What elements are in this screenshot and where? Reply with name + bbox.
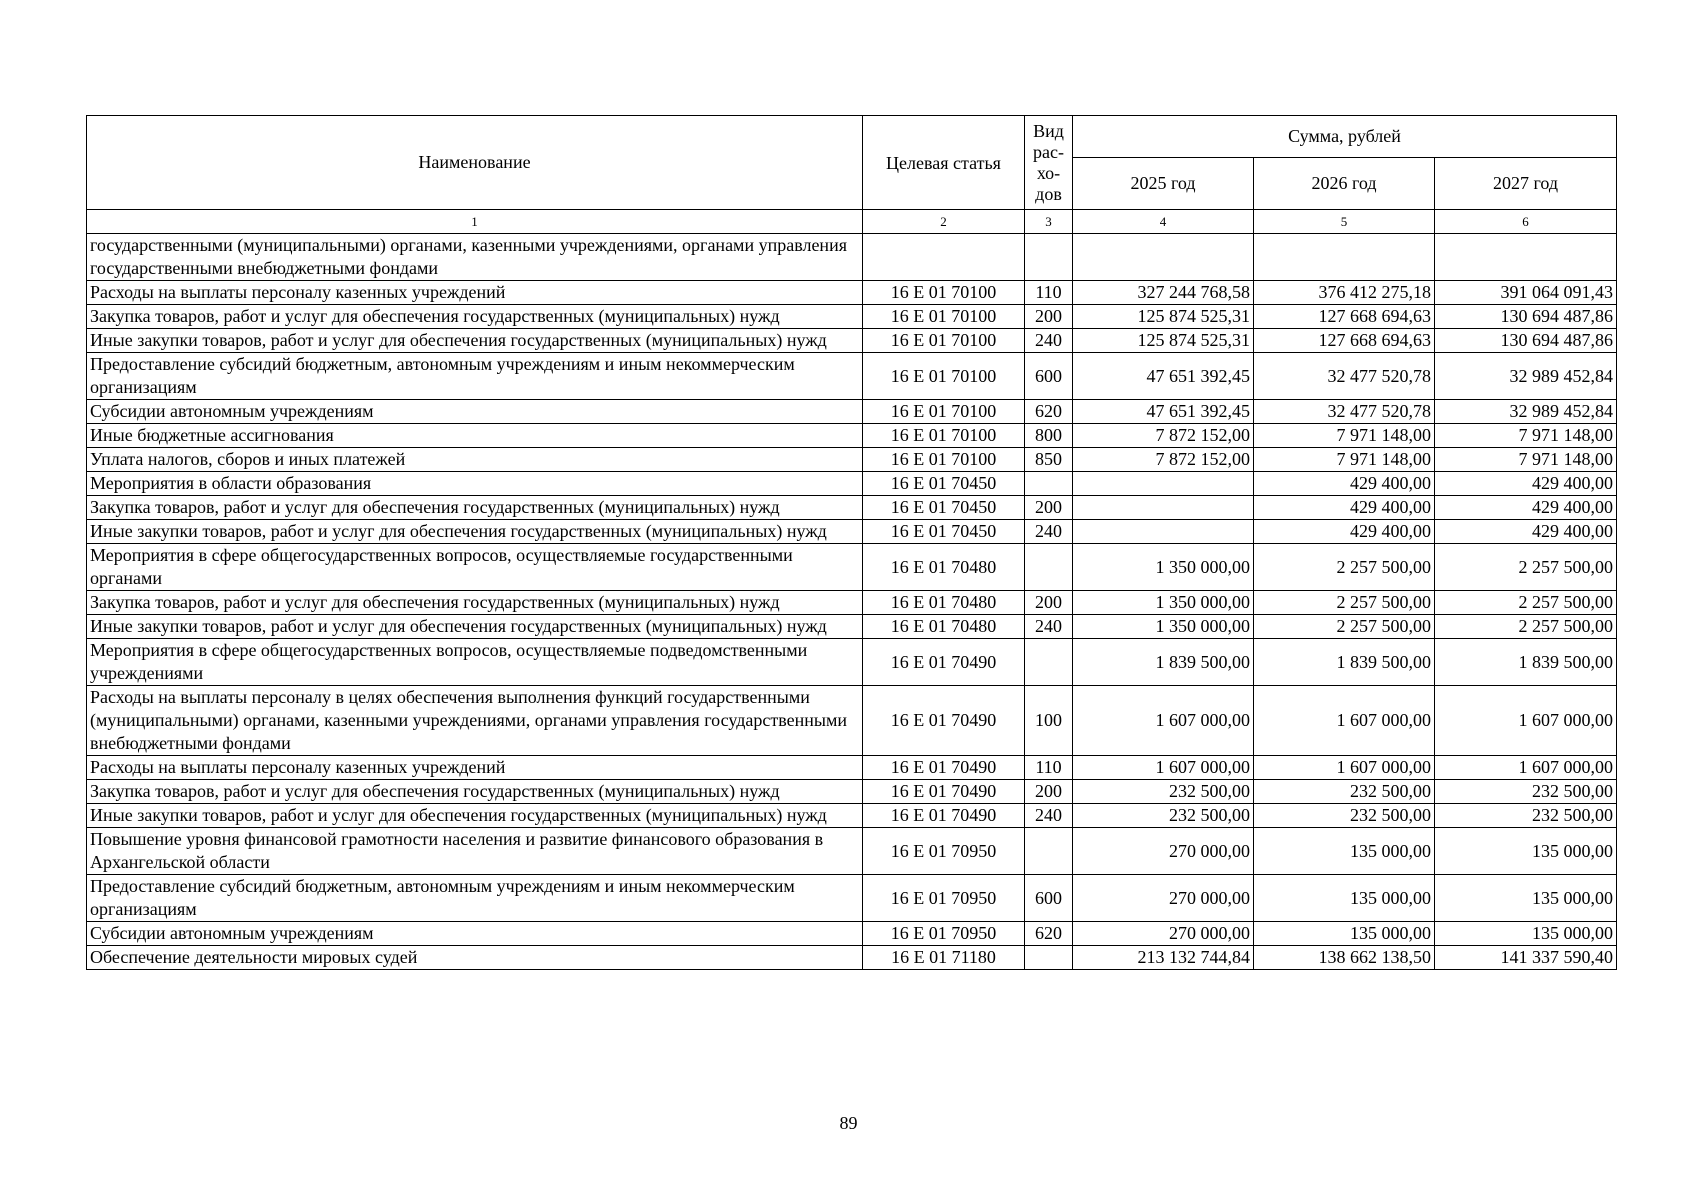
cell-target-article: 16 Е 01 70450 — [863, 496, 1025, 520]
cell-sum-2025: 1 839 500,00 — [1073, 639, 1254, 686]
cell-sum-2026: 32 477 520,78 — [1254, 353, 1435, 400]
cell-sum-2025: 270 000,00 — [1073, 875, 1254, 922]
cell-sum-2026: 376 412 275,18 — [1254, 281, 1435, 305]
header-year-2027: 2027 год — [1435, 158, 1617, 210]
cell-sum-2027: 32 989 452,84 — [1435, 400, 1617, 424]
cell-sum-2027 — [1435, 234, 1617, 281]
cell-expense-kind — [1025, 472, 1073, 496]
cell-target-article: 16 Е 01 70490 — [863, 686, 1025, 756]
cell-sum-2026: 7 971 148,00 — [1254, 424, 1435, 448]
table-row — [87, 875, 1617, 922]
cell-sum-2027: 391 064 091,43 — [1435, 281, 1617, 305]
cell-sum-2027: 1 607 000,00 — [1435, 756, 1617, 780]
cell-target-article: 16 Е 01 70950 — [863, 922, 1025, 946]
cell-sum-2025: 7 872 152,00 — [1073, 424, 1254, 448]
cell-target-article — [863, 234, 1025, 281]
table-row — [87, 234, 1617, 281]
cell-sum-2026: 2 257 500,00 — [1254, 591, 1435, 615]
cell-expense-kind: 200 — [1025, 780, 1073, 804]
table-body — [87, 234, 1617, 970]
cell-name: Предоставление субсидий бюджетным, автономным учреждениям и иным некоммерческим организациям — [87, 875, 863, 922]
header-expense-kind — [1025, 116, 1073, 210]
cell-sum-2027: 32 989 452,84 — [1435, 353, 1617, 400]
cell-target-article: 16 Е 01 70100 — [863, 424, 1025, 448]
cell-sum-2027: 429 400,00 — [1435, 520, 1617, 544]
budget-table — [86, 115, 1617, 970]
cell-sum-2027: 232 500,00 — [1435, 804, 1617, 828]
cell-sum-2027: 7 971 148,00 — [1435, 448, 1617, 472]
cell-name: Иные бюджетные ассигнования — [87, 424, 863, 448]
column-index: 1 — [87, 210, 863, 234]
cell-target-article: 16 Е 01 71180 — [863, 946, 1025, 970]
table-row — [87, 946, 1617, 970]
column-index-row — [87, 210, 1617, 234]
cell-sum-2026: 7 971 148,00 — [1254, 448, 1435, 472]
cell-sum-2025: 7 872 152,00 — [1073, 448, 1254, 472]
cell-name: Мероприятия в сфере общегосударственных вопросов, осуществляемые подведомственными учреждениями — [87, 639, 863, 686]
cell-name: Субсидии автономным учреждениям — [87, 922, 863, 946]
cell-expense-kind: 800 — [1025, 424, 1073, 448]
cell-sum-2025: 1 350 000,00 — [1073, 544, 1254, 591]
column-index: 2 — [863, 210, 1025, 234]
table-row — [87, 828, 1617, 875]
cell-name: Мероприятия в области образования — [87, 472, 863, 496]
cell-expense-kind: 240 — [1025, 520, 1073, 544]
cell-expense-kind — [1025, 234, 1073, 281]
cell-expense-kind: 240 — [1025, 615, 1073, 639]
cell-sum-2025: 270 000,00 — [1073, 922, 1254, 946]
cell-expense-kind — [1025, 639, 1073, 686]
cell-expense-kind: 600 — [1025, 875, 1073, 922]
cell-name: Уплата налогов, сборов и иных платежей — [87, 448, 863, 472]
cell-sum-2026: 32 477 520,78 — [1254, 400, 1435, 424]
cell-target-article: 16 Е 01 70950 — [863, 875, 1025, 922]
cell-sum-2026: 127 668 694,63 — [1254, 329, 1435, 353]
cell-sum-2027: 7 971 148,00 — [1435, 424, 1617, 448]
column-index: 5 — [1254, 210, 1435, 234]
cell-sum-2025: 213 132 744,84 — [1073, 946, 1254, 970]
cell-target-article: 16 Е 01 70950 — [863, 828, 1025, 875]
cell-target-article: 16 Е 01 70100 — [863, 353, 1025, 400]
table-row — [87, 472, 1617, 496]
cell-sum-2027: 429 400,00 — [1435, 496, 1617, 520]
cell-sum-2026: 232 500,00 — [1254, 804, 1435, 828]
cell-target-article: 16 Е 01 70490 — [863, 804, 1025, 828]
table-row — [87, 305, 1617, 329]
cell-expense-kind: 620 — [1025, 922, 1073, 946]
cell-expense-kind: 100 — [1025, 686, 1073, 756]
table-row — [87, 424, 1617, 448]
header-year-2025: 2025 год — [1073, 158, 1254, 210]
table-header — [87, 116, 1617, 234]
cell-name: Повышение уровня финансовой грамотности населения и развитие финансового образования в Архангельской области — [87, 828, 863, 875]
table-row — [87, 400, 1617, 424]
table-row — [87, 922, 1617, 946]
table-row — [87, 448, 1617, 472]
cell-sum-2025: 232 500,00 — [1073, 780, 1254, 804]
cell-expense-kind — [1025, 828, 1073, 875]
cell-sum-2027: 1 607 000,00 — [1435, 686, 1617, 756]
cell-sum-2027: 141 337 590,40 — [1435, 946, 1617, 970]
header-kind-line-2: рас- — [1033, 141, 1064, 162]
cell-sum-2026 — [1254, 234, 1435, 281]
cell-expense-kind: 110 — [1025, 281, 1073, 305]
header-sum: Сумма, рублей — [1073, 116, 1617, 158]
cell-sum-2025: 270 000,00 — [1073, 828, 1254, 875]
cell-sum-2025 — [1073, 472, 1254, 496]
column-index: 3 — [1025, 210, 1073, 234]
cell-sum-2026: 1 839 500,00 — [1254, 639, 1435, 686]
header-year-2026: 2026 год — [1254, 158, 1435, 210]
cell-sum-2027: 429 400,00 — [1435, 472, 1617, 496]
cell-name: Закупка товаров, работ и услуг для обеспечения государственных (муниципальных) нужд — [87, 496, 863, 520]
cell-sum-2026: 429 400,00 — [1254, 496, 1435, 520]
cell-sum-2026: 429 400,00 — [1254, 520, 1435, 544]
cell-name: Расходы на выплаты персоналу в целях обеспечения выполнения функций государственными (муниципальными) органами, казенными учреждениями, органами управления государственными внебюджетными фондами — [87, 686, 863, 756]
cell-expense-kind — [1025, 946, 1073, 970]
cell-name: Иные закупки товаров, работ и услуг для обеспечения государственных (муниципальных) нужд — [87, 804, 863, 828]
cell-expense-kind: 110 — [1025, 756, 1073, 780]
cell-sum-2027: 2 257 500,00 — [1435, 544, 1617, 591]
cell-sum-2025: 125 874 525,31 — [1073, 329, 1254, 353]
cell-sum-2025: 1 607 000,00 — [1073, 686, 1254, 756]
table-row — [87, 591, 1617, 615]
cell-name: Расходы на выплаты персоналу казенных учреждений — [87, 756, 863, 780]
cell-sum-2027: 135 000,00 — [1435, 922, 1617, 946]
cell-name: Предоставление субсидий бюджетным, автономным учреждениям и иным некоммерческим организациям — [87, 353, 863, 400]
cell-sum-2027: 130 694 487,86 — [1435, 329, 1617, 353]
cell-target-article: 16 Е 01 70100 — [863, 281, 1025, 305]
table-row — [87, 756, 1617, 780]
cell-expense-kind — [1025, 544, 1073, 591]
table-row — [87, 353, 1617, 400]
cell-sum-2025: 327 244 768,58 — [1073, 281, 1254, 305]
table-row — [87, 329, 1617, 353]
cell-sum-2025 — [1073, 520, 1254, 544]
cell-name: Иные закупки товаров, работ и услуг для обеспечения государственных (муниципальных) нужд — [87, 329, 863, 353]
cell-name: Субсидии автономным учреждениям — [87, 400, 863, 424]
cell-target-article: 16 Е 01 70480 — [863, 544, 1025, 591]
cell-sum-2025: 47 651 392,45 — [1073, 353, 1254, 400]
cell-expense-kind: 240 — [1025, 804, 1073, 828]
header-kind-line-3: хо- — [1036, 162, 1061, 183]
cell-name: Расходы на выплаты персоналу казенных учреждений — [87, 281, 863, 305]
cell-sum-2025: 232 500,00 — [1073, 804, 1254, 828]
cell-sum-2025: 1 607 000,00 — [1073, 756, 1254, 780]
cell-sum-2027: 130 694 487,86 — [1435, 305, 1617, 329]
cell-name: Мероприятия в сфере общегосударственных вопросов, осуществляемые государственными органами — [87, 544, 863, 591]
cell-sum-2027: 1 839 500,00 — [1435, 639, 1617, 686]
header-kind-line-4: дов — [1035, 183, 1062, 204]
cell-sum-2027: 2 257 500,00 — [1435, 591, 1617, 615]
cell-target-article: 16 Е 01 70490 — [863, 756, 1025, 780]
cell-target-article: 16 Е 01 70100 — [863, 305, 1025, 329]
table-row — [87, 520, 1617, 544]
table-row — [87, 496, 1617, 520]
cell-name: Закупка товаров, работ и услуг для обеспечения государственных (муниципальных) нужд — [87, 591, 863, 615]
cell-sum-2026: 2 257 500,00 — [1254, 544, 1435, 591]
column-index: 6 — [1435, 210, 1617, 234]
cell-target-article: 16 Е 01 70480 — [863, 615, 1025, 639]
cell-target-article: 16 Е 01 70490 — [863, 780, 1025, 804]
cell-target-article: 16 Е 01 70480 — [863, 591, 1025, 615]
cell-expense-kind: 600 — [1025, 353, 1073, 400]
cell-target-article: 16 Е 01 70100 — [863, 400, 1025, 424]
cell-sum-2027: 135 000,00 — [1435, 875, 1617, 922]
cell-expense-kind: 200 — [1025, 305, 1073, 329]
cell-sum-2025: 125 874 525,31 — [1073, 305, 1254, 329]
table-row — [87, 281, 1617, 305]
cell-sum-2026: 127 668 694,63 — [1254, 305, 1435, 329]
header-target-article: Целевая статья — [863, 116, 1025, 210]
cell-sum-2026: 135 000,00 — [1254, 828, 1435, 875]
cell-name: государственными (муниципальными) органами, казенными учреждениями, органами управления государственными внебюджетными фондами — [87, 234, 863, 281]
cell-expense-kind: 200 — [1025, 591, 1073, 615]
table-row — [87, 780, 1617, 804]
table-row — [87, 686, 1617, 756]
cell-expense-kind: 620 — [1025, 400, 1073, 424]
cell-sum-2025 — [1073, 234, 1254, 281]
cell-name: Закупка товаров, работ и услуг для обеспечения государственных (муниципальных) нужд — [87, 780, 863, 804]
table-row — [87, 639, 1617, 686]
cell-target-article: 16 Е 01 70450 — [863, 520, 1025, 544]
cell-name: Закупка товаров, работ и услуг для обеспечения государственных (муниципальных) нужд — [87, 305, 863, 329]
page-number: 89 — [839, 1113, 858, 1133]
cell-target-article: 16 Е 01 70450 — [863, 472, 1025, 496]
cell-name: Иные закупки товаров, работ и услуг для обеспечения государственных (муниципальных) нужд — [87, 520, 863, 544]
cell-sum-2027: 2 257 500,00 — [1435, 615, 1617, 639]
cell-target-article: 16 Е 01 70100 — [863, 329, 1025, 353]
table-row — [87, 615, 1617, 639]
cell-target-article: 16 Е 01 70490 — [863, 639, 1025, 686]
cell-sum-2026: 135 000,00 — [1254, 875, 1435, 922]
table-row — [87, 804, 1617, 828]
cell-sum-2026: 138 662 138,50 — [1254, 946, 1435, 970]
cell-sum-2026: 1 607 000,00 — [1254, 686, 1435, 756]
cell-sum-2025 — [1073, 496, 1254, 520]
cell-sum-2025: 1 350 000,00 — [1073, 615, 1254, 639]
header-name: Наименование — [87, 116, 863, 210]
cell-name: Иные закупки товаров, работ и услуг для обеспечения государственных (муниципальных) нужд — [87, 615, 863, 639]
cell-sum-2026: 135 000,00 — [1254, 922, 1435, 946]
cell-sum-2027: 232 500,00 — [1435, 780, 1617, 804]
cell-sum-2026: 2 257 500,00 — [1254, 615, 1435, 639]
cell-sum-2025: 47 651 392,45 — [1073, 400, 1254, 424]
column-index: 4 — [1073, 210, 1254, 234]
cell-sum-2027: 135 000,00 — [1435, 828, 1617, 875]
cell-sum-2026: 232 500,00 — [1254, 780, 1435, 804]
cell-sum-2026: 429 400,00 — [1254, 472, 1435, 496]
cell-expense-kind: 850 — [1025, 448, 1073, 472]
header-kind-line-1: Вид — [1033, 120, 1064, 141]
cell-sum-2026: 1 607 000,00 — [1254, 756, 1435, 780]
cell-sum-2025: 1 350 000,00 — [1073, 591, 1254, 615]
cell-name: Обеспечение деятельности мировых судей — [87, 946, 863, 970]
cell-target-article: 16 Е 01 70100 — [863, 448, 1025, 472]
cell-expense-kind: 240 — [1025, 329, 1073, 353]
cell-expense-kind: 200 — [1025, 496, 1073, 520]
table-row — [87, 544, 1617, 591]
